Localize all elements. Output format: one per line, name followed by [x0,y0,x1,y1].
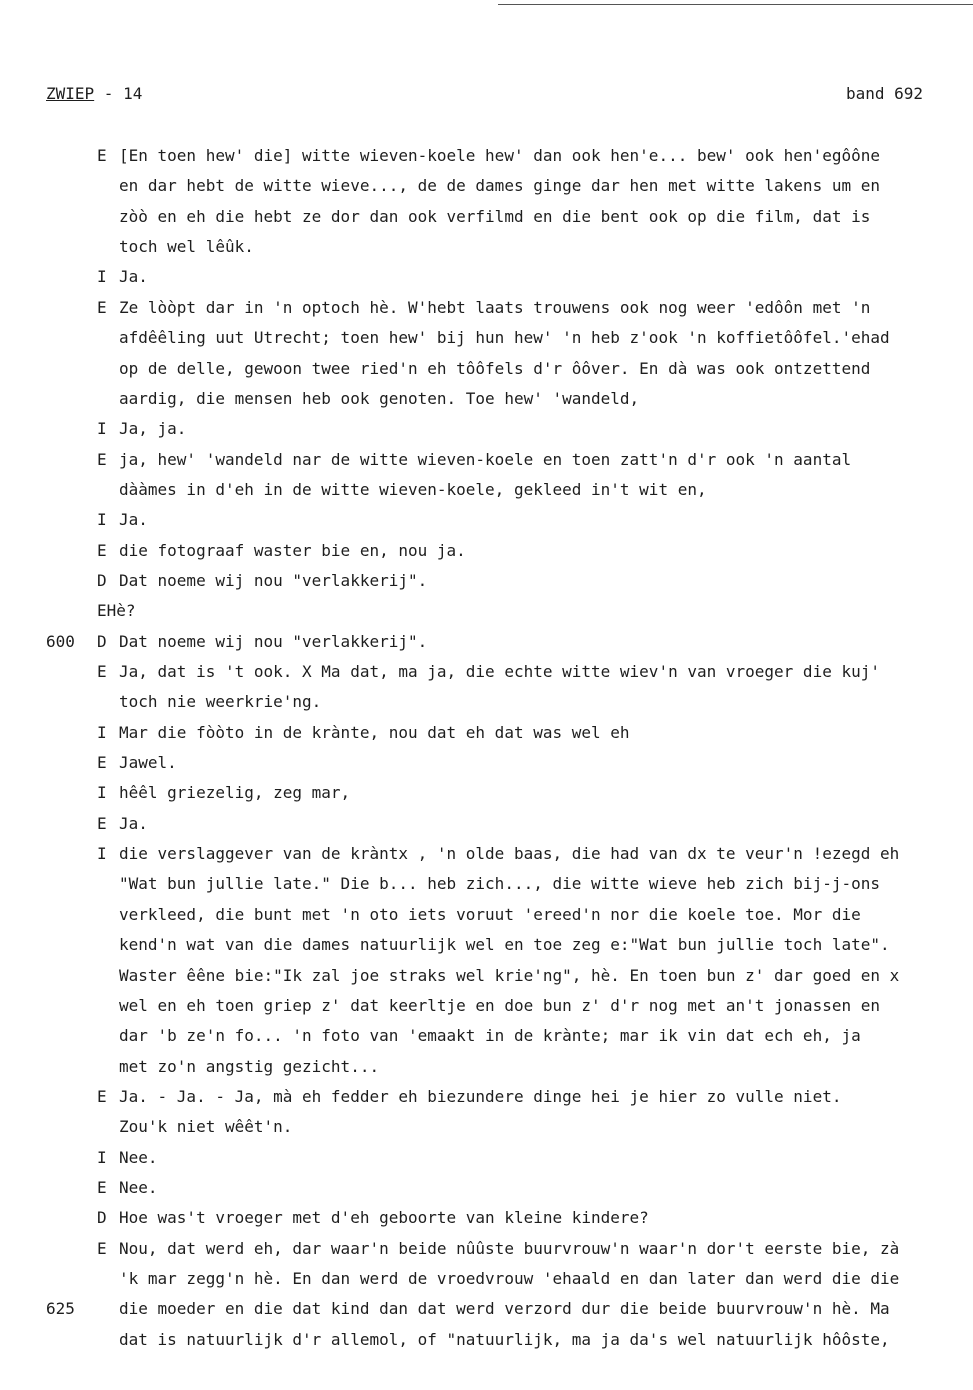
transcript-line [0,141,973,171]
speaker-label: I [97,844,107,864]
speaker-label: EHè? [97,601,136,621]
speaker-label: E [97,297,107,317]
transcript-line [0,1173,973,1203]
utterance-text: Nou, dat werd eh, dar waar'n beide nûûste buurvrouw'n waar'n dor't eerste bie, zà [119,1238,900,1258]
utterance-text: Nee. [119,1147,158,1167]
utterance-text: aardig, die mensen heb ook genoten. Toe hew' 'wandeld, [119,388,640,408]
speaker-label: I [97,722,107,742]
speaker-label: E [97,753,107,772]
utterance-text: met zo'n angstig gezicht... [119,1056,380,1076]
utterance-text: Dat noeme wij nou "verlakkerij". [119,631,428,651]
speaker-label: E [97,1238,107,1258]
utterance-text: toch nie weerkrie'ng. [119,692,322,712]
utterance-text: die fotograaf waster bie en, nou ja. [119,540,466,560]
transcript-line [0,384,973,414]
transcript-line [0,475,973,505]
transcript-line [0,202,973,232]
transcript-line [0,778,973,808]
utterance-text: Ja, ja. [119,419,187,439]
speaker-label: I [97,267,107,287]
transcript-line [0,1203,973,1233]
speaker-label: E [97,813,107,833]
page-header-left [46,84,142,103]
utterance-text: die verslaggever van de kràntx , 'n olde baas, die had van dx te veur'n !ezegd eh [119,844,900,864]
utterance-text: Mar die fòòto in de krànte, nou dat eh dat was wel eh [119,722,630,742]
speaker-label: I [97,1147,107,1167]
utterance-text: verkleed, die bunt met 'n oto iets voruut 'ereed'n nor die koele toe. Mor die [119,904,861,924]
speaker-label: E [97,146,107,165]
page-number: - 14 [94,84,143,103]
utterance-text: "Wat bun jullie late." Die b... heb zich..., die witte wieve heb zich bij-j-ons [119,874,880,894]
transcript-line [0,627,973,657]
utterance-text: 'k mar zegg'n hè. En dan werd de vroedvrouw 'ehaald en dan later dan werd die die [119,1269,900,1288]
speaker-label: E [97,1177,107,1197]
utterance-text: Jawel. [119,753,177,772]
utterance-text: dààmes in d'eh in de witte wieven-koele, gekleed in't wit en, [119,479,707,499]
transcript-line [0,930,973,960]
speaker-label: E [97,449,107,469]
transcript-line [0,414,973,444]
utterance-text: [En toen hew' die] witte wieven-koele hew' dan ook hen'e... bew' ook hen'egôône [119,146,880,165]
speaker-label: E [97,662,107,681]
transcript-line [0,1143,973,1173]
transcript-line [0,1234,973,1264]
speaker-label: I [97,783,107,803]
transcript-line [0,293,973,323]
transcript-line [0,839,973,869]
utterance-text: Ze lòòpt dar in 'n optoch hè. W'hebt laats trouwens ook nog weer 'edôôn met 'n [119,297,871,317]
tape-number: band 692 [845,84,923,103]
transcript-line [0,718,973,748]
transcript-line [0,809,973,839]
utterance-text: dat is natuurlijk d'r allemol, of "natuurlijk, ma ja da's wel natuurlijk hôôste, [119,1329,890,1349]
transcript-line [0,1021,973,1051]
top-rule [498,4,973,5]
transcript-line [0,232,973,262]
transcript-line [0,171,973,201]
utterance-text: Nee. [119,1177,158,1197]
utterance-text: Hoe was't vroeger met d'eh geboorte van kleine kindere? [119,1208,649,1228]
speaker-label: D [97,570,107,590]
utterance-text: ja, hew' 'wandeld nar de witte wieven-koele en toen zatt'n d'r ook 'n aantal [119,449,852,469]
utterance-text: die moeder en die dat kind dan dat werd verzord dur die beide buurvrouw'n hè. Ma [119,1299,890,1319]
transcript-line [0,1325,973,1355]
utterance-text: Ja. [119,510,148,530]
transcript-line [0,1264,973,1294]
utterance-text: Dat noeme wij nou "verlakkerij". [119,570,428,590]
transcript-line [0,354,973,384]
transcript-line [0,536,973,566]
transcript-line [0,566,973,596]
transcript-line [0,596,973,626]
transcript-line [0,1294,973,1324]
transcript-line [0,657,973,687]
utterance-text: zòò en eh die hebt ze dor dan ook verfilmd en die bent ook op die film, dat is [119,206,871,226]
utterance-text: afdêêling uut Utrecht; toen hew' bij hun hew' 'n heb z'ook 'n koffietôôfel.'ehad [119,328,890,348]
speaker-label: E [97,1086,107,1106]
utterance-text: Zou'k niet wêêt'n. [119,1117,293,1137]
utterance-text: Ja. [119,267,148,287]
transcript-line [0,869,973,899]
transcript-line [0,323,973,353]
speaker-label: E [97,540,107,560]
transcript-line [0,991,973,1021]
line-number: 625 [46,1299,75,1319]
line-number: 600 [46,631,75,651]
transcript-line [0,1112,973,1142]
utterance-text: op de delle, gewoon twee ried'n eh tôôfels d'r ôôver. En dà was ook ontzettend [119,358,871,378]
transcript-line [0,961,973,991]
transcript-line [0,262,973,292]
transcript-line [0,1082,973,1112]
document-title: ZWIEP [46,84,95,103]
speaker-label: I [97,510,107,530]
speaker-label: I [97,419,107,439]
utterance-text: Waster êêne bie:"Ik zal joe straks wel krie'ng", hè. En toen bun z' dar goed en x [119,965,900,985]
utterance-text: en dar hebt de witte wieve..., de de dames ginge dar hen met witte lakens um en [119,176,880,196]
transcript-line [0,900,973,930]
transcript-line [0,748,973,778]
utterance-text: dar 'b ze'n fo... 'n foto van 'emaakt in de krànte; mar ik vin dat ech eh, ja [119,1026,861,1046]
utterance-text: toch wel lêûk. [119,237,254,257]
speaker-label: D [97,1208,107,1228]
utterance-text: Ja. - Ja. - Ja, mà eh fedder eh biezundere dinge hei je hier zo vulle niet. [119,1086,842,1106]
transcript-line [0,505,973,535]
speaker-label: D [97,631,107,651]
utterance-text: Ja. [119,813,148,833]
utterance-text: Ja, dat is 't ook. X Ma dat, ma ja, die echte witte wiev'n van vroeger die kuj' [119,662,880,681]
transcript-line [0,687,973,717]
transcript-line [0,1052,973,1082]
utterance-text: wel en eh toen griep z' dat keerltje en doe bun z' d'r nog met an't jonassen en [119,995,880,1015]
transcript-line [0,445,973,475]
utterance-text: kend'n wat van die dames natuurlijk wel en toe zeg e:"Wat bun jullie toch late". [119,935,890,955]
utterance-text: hêêl griezelig, zeg mar, [119,783,351,803]
